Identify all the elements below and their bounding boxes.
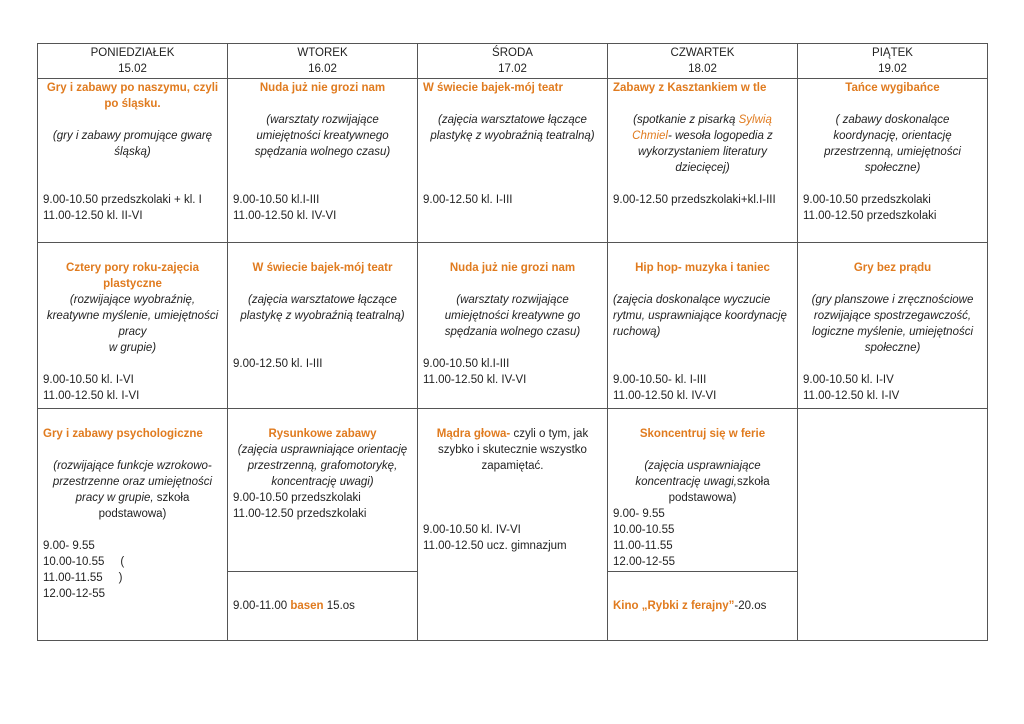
- time-slot: 9.00-10.50- kl. I-III: [613, 374, 707, 386]
- time-slot: 11.00-12.50 przedszkolaki: [803, 210, 937, 222]
- header-wednesday: [418, 44, 608, 79]
- day-name: CZWARTEK: [670, 47, 735, 59]
- day-date: 16.02: [308, 63, 337, 75]
- header-thursday: [608, 44, 798, 79]
- activity-title: Nuda już nie grozi nam: [449, 262, 576, 274]
- activity-description: [613, 112, 792, 176]
- time-slot: 9.00- 9.55: [613, 508, 665, 520]
- time-slot: 9.00-10.50 kl.I-III: [233, 194, 320, 206]
- description-text: szkoła podstawowa): [668, 476, 770, 504]
- activity-title: Zabawy z Kasztankiem w tle: [613, 82, 767, 94]
- activity-title: Gry i zabawy psychologiczne: [43, 428, 203, 440]
- cell-tue-1: [228, 79, 418, 243]
- cell-wed-2: [418, 243, 608, 409]
- time-slot: 9.00-10.50 przedszkolaki + kl. I: [43, 194, 202, 206]
- activity-description: [43, 458, 222, 522]
- day-name: WTOREK: [297, 47, 348, 59]
- description-text: (zajęcia usprawniające koncentrację uwagi,: [635, 460, 761, 488]
- time-slot: 9.00-10.50 kl. IV-VI: [423, 524, 521, 536]
- activity-title: Gry i zabawy po naszymu, czyli po śląsku.: [46, 82, 219, 110]
- cinema-label: Kino „Rybki z ferajny”: [613, 600, 735, 612]
- time-slot: 9.00- 9.55: [43, 540, 95, 552]
- time-slot: 12.00-12-55: [43, 588, 106, 600]
- day-date: 18.02: [688, 63, 717, 75]
- day-date: 17.02: [498, 63, 527, 75]
- activity-title: W świecie bajek-mój teatr: [423, 82, 563, 94]
- activity-title: Rysunkowe zabawy: [268, 428, 377, 440]
- time-slot: 9.00-11.00: [233, 600, 291, 612]
- cell-wed-1: [418, 79, 608, 243]
- day-name: PONIEDZIAŁEK: [90, 47, 175, 59]
- schedule-row-3: [38, 409, 988, 572]
- activity-description: (rozwijające wyobraźnię, kreatywne myślenie, umiejętności pracy: [46, 294, 219, 338]
- time-slot: 9.00-12.50 przedszkolaki+kl.I-III: [613, 194, 776, 206]
- activity-description: (warsztaty rozwijające umiejętności kreatywnego spędzania wolnego czasu): [254, 114, 391, 158]
- time-slot: 9.00-12.50 kl. I-III: [233, 358, 323, 370]
- activity-title: Skoncentruj się w ferie: [639, 428, 766, 440]
- participants: -20.os: [734, 600, 767, 612]
- pool-label: basen: [290, 600, 324, 612]
- activity-title: Gry bez prądu: [853, 262, 932, 274]
- activity-description: (zajęcia doskonalące wyczucie rytmu, usprawniające koordynację ruchową): [613, 294, 787, 338]
- participants: 15.os: [323, 600, 355, 612]
- time-slot: 11.00-12.50 przedszkolaki: [233, 508, 367, 520]
- header-friday: [798, 44, 988, 79]
- time-slot: 9.00-10.50 przedszkolaki: [233, 492, 361, 504]
- time-slot: 11.00-11.55: [613, 540, 673, 552]
- activity-title: W świecie bajek-mój teatr: [252, 262, 393, 274]
- cell-tue-3b: [228, 572, 418, 641]
- cell-mon-2: [38, 243, 228, 409]
- time-slot: 11.00-11.55 ): [43, 572, 123, 584]
- time-slot: 11.00-12.50 kl. IV-VI: [233, 210, 337, 222]
- description-text: szkoła podstawowa): [98, 492, 190, 520]
- time-slot: 10.00-10.55: [613, 524, 675, 536]
- time-slot: 11.00-12.50 kl. I-IV: [803, 390, 900, 402]
- activity-description: (zajęcia warsztatowe łączące plastykę z wyobraźnią teatralną): [430, 114, 595, 142]
- cell-tue-2: [228, 243, 418, 409]
- cell-mon-1: [38, 79, 228, 243]
- description-text: - wesoła logopedia z wykorzystaniem literatury dziecięcej): [637, 130, 773, 174]
- activity-title: Nuda już nie grozi nam: [259, 82, 386, 94]
- time-slot: 10.00-10.55 (: [43, 556, 125, 568]
- header-row: [38, 44, 988, 79]
- activity-title: Mądra głowa-: [436, 428, 511, 440]
- schedule-row-2: [38, 243, 988, 409]
- cell-fri-2: [798, 243, 988, 409]
- time-slot: 9.00-10.50 kl. I-IV: [803, 374, 894, 386]
- cell-tue-3: [228, 409, 418, 572]
- time-slot: 11.00-12.50 ucz. gimnazjum: [423, 540, 567, 552]
- description-text: (rozwijające funkcje wzrokowo-przestrzenne oraz umiejętności pracy w grupie,: [52, 460, 213, 504]
- author-name: Sylwią Chmiel: [632, 114, 772, 142]
- activity-description: (warsztaty rozwijające umiejętności kreatywne go spędzania wolnego czasu): [444, 294, 581, 338]
- day-name: PIĄTEK: [872, 47, 913, 59]
- time-slot: 11.00-12.50 kl. I-VI: [43, 390, 140, 402]
- activity-title: Cztery pory roku-zajęcia plastyczne: [66, 262, 199, 290]
- activity-description: [423, 426, 602, 474]
- activity-description: (zajęcia usprawniające orientację przestrzenną, grafomotorykę, koncentrację uwagi): [237, 444, 408, 488]
- cell-wed-3: [418, 409, 608, 641]
- activity-description: (gry planszowe i zręcznościowe rozwijające spostrzegawczość, logiczne myślenie, umiejętności społeczne): [811, 294, 974, 354]
- cinema-activity: [613, 598, 792, 614]
- schedule-row-1: [38, 79, 988, 243]
- activity-description: (zajęcia warsztatowe łączące plastykę z wyobraźnią teatralną): [240, 294, 405, 322]
- activity-description: [613, 458, 792, 506]
- cell-thu-3: [608, 409, 798, 572]
- time-slot: 11.00-12.50 kl. IV-VI: [423, 374, 527, 386]
- day-date: 15.02: [118, 63, 147, 75]
- time-slot: 9.00-12.50 kl. I-III: [423, 194, 513, 206]
- cell-fri-1: [798, 79, 988, 243]
- schedule-table: [37, 43, 988, 641]
- time-slot: 11.00-12.50 kl. II-VI: [43, 210, 143, 222]
- description-text: (spotkanie z pisarką: [633, 114, 739, 126]
- cell-thu-1: [608, 79, 798, 243]
- day-name: ŚRODA: [492, 47, 533, 59]
- cell-thu-2: [608, 243, 798, 409]
- time-slot: 11.00-12.50 kl. IV-VI: [613, 390, 717, 402]
- activity-description: ( zabawy doskonalące koordynację, orientację przestrzenną, umiejętności społeczne): [824, 114, 961, 174]
- activity-description: (gry i zabawy promujące gwarę śląską): [52, 130, 213, 158]
- pool-activity: [233, 598, 412, 614]
- time-slot: 9.00-10.50 kl.I-III: [423, 358, 510, 370]
- day-date: 19.02: [878, 63, 907, 75]
- header-monday: [38, 44, 228, 79]
- activity-title: Hip hop- muzyka i taniec: [635, 262, 770, 274]
- activity-description: w grupie): [108, 342, 157, 354]
- time-slot: 12.00-12-55: [613, 556, 676, 568]
- description-text: czyli o tym, jak szybko i skutecznie wszystko zapamiętać.: [438, 428, 589, 472]
- cell-thu-3b: [608, 572, 798, 641]
- cell-mon-3: [38, 409, 228, 641]
- time-slot: 9.00-10.50 kl. I-VI: [43, 374, 134, 386]
- activity-title: Tańce wygibańce: [845, 82, 940, 94]
- cell-fri-3: [798, 409, 988, 641]
- header-tuesday: [228, 44, 418, 79]
- time-slot: 9.00-10.50 przedszkolaki: [803, 194, 931, 206]
